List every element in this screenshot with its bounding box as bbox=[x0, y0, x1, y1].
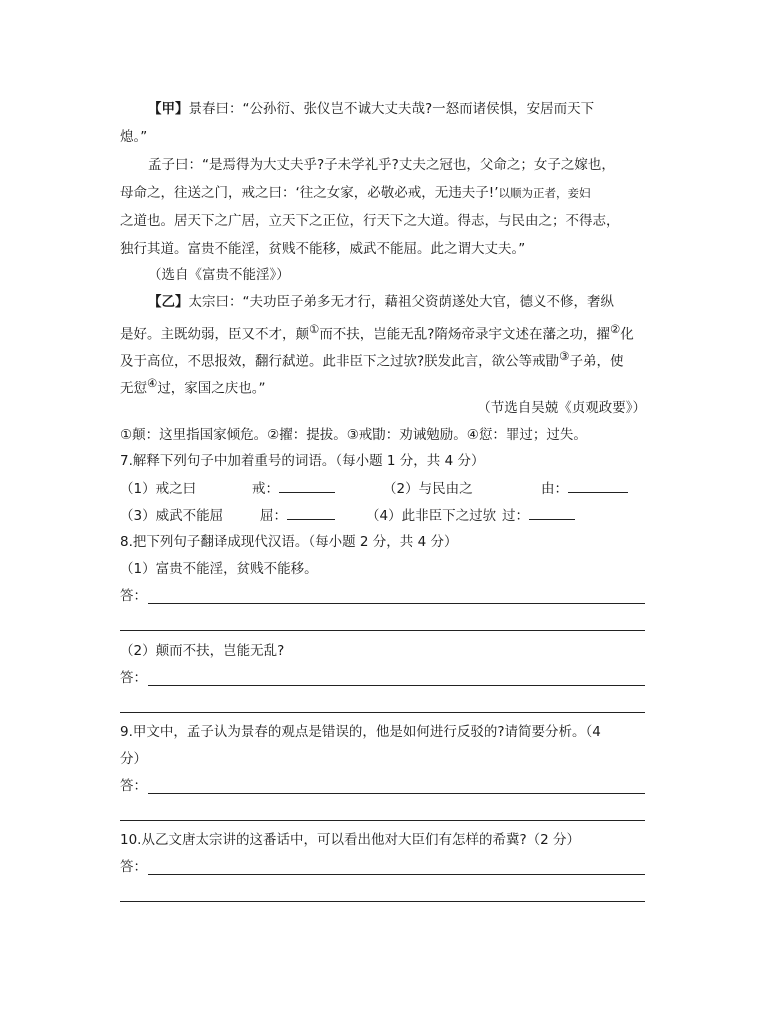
q7-blank-4[interactable] bbox=[529, 505, 575, 520]
footnote-mark-2: ② bbox=[609, 322, 621, 336]
q8-2-answer-line-2[interactable] bbox=[120, 712, 645, 713]
footnote-mark-1: ① bbox=[309, 322, 320, 336]
passage-b-line-3: 及于高位，不思报效，翻行弑逆。此非臣下之过欤?朕发此言，欲公等戒勖③子弟，使 bbox=[120, 349, 624, 370]
passage-a-line-1: 【甲】景春曰：“公孙衍、张仪岂不诚大丈夫哉?一怒而诸侯惧，安居而天下 bbox=[148, 101, 595, 117]
q9-answer-line-1[interactable] bbox=[148, 793, 645, 794]
q8-1-answer-line-1[interactable] bbox=[148, 603, 645, 604]
footnote-mark-3: ③ bbox=[559, 349, 570, 363]
passage-a-line-2: 熄。” bbox=[120, 129, 148, 145]
q7-item-3: （3）威武不能屈 bbox=[120, 508, 224, 524]
passage-a-line-4: 母命之，往送之门，戒之曰：‘往之女家，必敬必戒，无违夫子!’以顺为正者，妾妇 bbox=[120, 185, 591, 201]
q7-item-2-answer: 由： bbox=[541, 478, 628, 500]
q10-answer-line-1[interactable] bbox=[148, 874, 645, 875]
q10-answer-line-2[interactable] bbox=[120, 901, 645, 902]
footnotes: ①颠：这里指国家倾危。②擢：提拔。③戒勖：劝诫勉励。④愆：罪过；过失。 bbox=[120, 427, 587, 443]
q7-item-1: （1）戒之曰 bbox=[120, 481, 197, 497]
q8-title: 8.把下列句子翻译成现代汉语。（每小题 2 分，共 4 分） bbox=[120, 534, 458, 550]
q9-title: 9.甲文中，孟子认为景春的观点是错误的，他是如何进行反驳的?请简要分析。（4 bbox=[120, 724, 601, 740]
q7-item-4-answer: 过： bbox=[502, 505, 575, 527]
q7-item-3-answer: 屈： bbox=[260, 505, 335, 527]
q8-sentence-1: （1）富贵不能淫，贫贱不能移。 bbox=[120, 561, 318, 577]
q8-1-answer-label: 答： bbox=[120, 588, 147, 604]
passage-b-line-4: 无愆④过，家国之庆也。” bbox=[120, 376, 266, 397]
footnote-mark-4: ④ bbox=[147, 376, 158, 390]
q7-blank-2[interactable] bbox=[568, 478, 628, 493]
passage-b-line-2: 是好。主既幼弱，臣又不才，颠①而不扶，岂能无乱?隋炀帝录宇文述在藩之功，擢②化 bbox=[120, 322, 634, 343]
q9-answer-line-2[interactable] bbox=[120, 820, 645, 821]
q7-item-2: （2）与民由之 bbox=[383, 481, 473, 497]
passage-a-line-5: 之道也。居天下之广居，立天下之正位，行天下之大道。得志，与民由之；不得志， bbox=[120, 213, 620, 229]
q10-answer-label: 答： bbox=[120, 859, 147, 875]
passage-a-label: 【甲】 bbox=[148, 101, 189, 117]
passage-b-source: （节选自吴兢《贞观政要》） bbox=[477, 400, 646, 416]
q9-answer-label: 答： bbox=[120, 778, 147, 794]
q7-blank-1[interactable] bbox=[279, 478, 335, 493]
passage-b-line-1: 【乙】太宗曰：“夫功臣子弟多无才行，藉祖父资荫遂处大官，德义不修，奢纵 bbox=[148, 294, 614, 310]
q9-title-cont: 分） bbox=[120, 751, 147, 767]
q8-1-answer-line-2[interactable] bbox=[120, 630, 645, 631]
q7-item-4: （4）此非臣下之过欤 bbox=[366, 508, 497, 524]
q8-2-answer-line-1[interactable] bbox=[148, 685, 645, 686]
q7-item-1-answer: 戒： bbox=[252, 478, 335, 500]
passage-a-source: （选自《富贵不能淫》） bbox=[148, 267, 290, 283]
passage-b-label: 【乙】 bbox=[148, 294, 189, 310]
q8-2-answer-label: 答： bbox=[120, 670, 147, 686]
passage-a-line-3: 孟子曰：“是焉得为大丈夫乎?子未学礼乎?丈夫之冠也，父命之；女子之嫁也， bbox=[148, 157, 615, 173]
passage-a-line-6: 独行其道。富贵不能淫，贫贱不能移，威武不能屈。此之谓大丈夫。” bbox=[120, 241, 526, 257]
q7-blank-3[interactable] bbox=[287, 505, 335, 520]
q10-title: 10.从乙文唐太宗讲的这番话中，可以看出他对大臣们有怎样的希冀?（2 分） bbox=[120, 832, 581, 848]
q7-title: 7.解释下列句子中加着重号的词语。（每小题 1 分，共 4 分） bbox=[120, 453, 485, 469]
q8-sentence-2: （2）颠而不扶，岂能无乱? bbox=[120, 643, 285, 659]
